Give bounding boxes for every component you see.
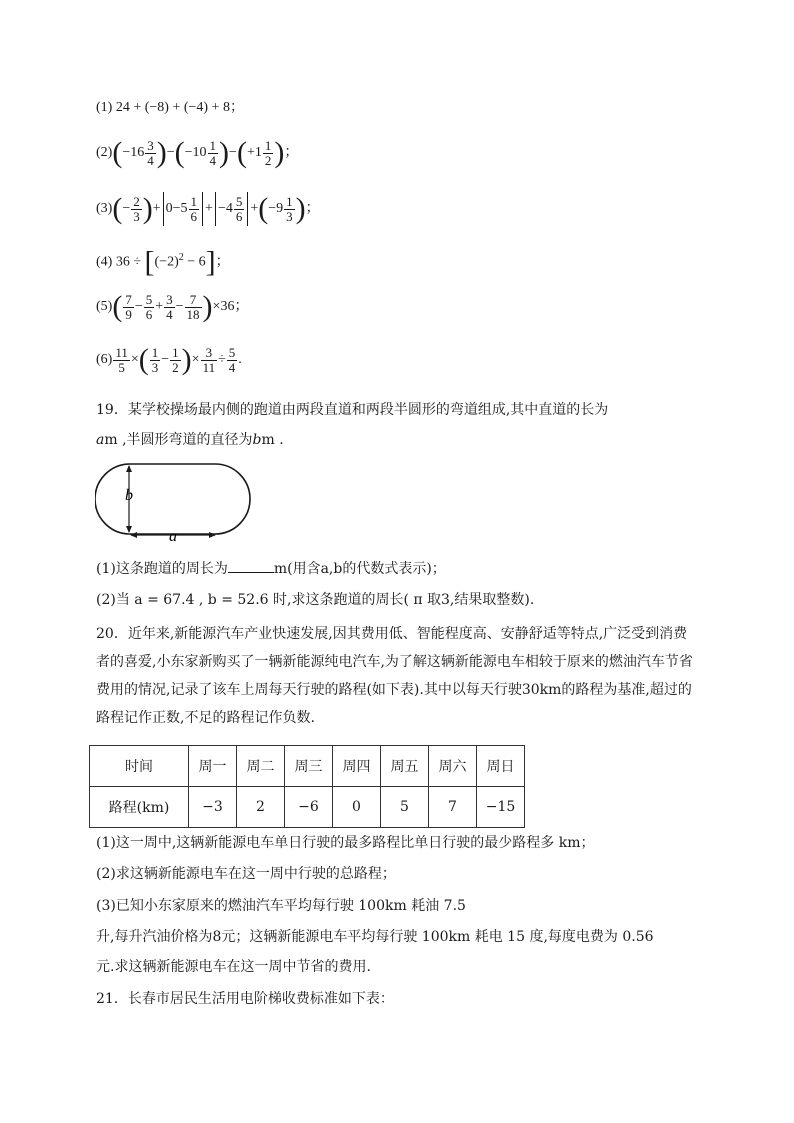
problem-19-question-2: (2)当 a = 67.4 , b = 52.6 时,求这条跑道的周长( π 取3,结果取整数).: [96, 592, 535, 608]
problem-20-question-3-line-3: 元.求这辆新能源电车在这一周中节省的费用.: [96, 959, 371, 975]
table-header-row: [90, 746, 525, 787]
part-label: (4): [96, 254, 113, 270]
end-mark: ；: [284, 145, 299, 161]
problem-20-question-1: (1)这一周中,这辆新能源电车单日行驶的最多路程比单日行驶的最少路程多 km；: [96, 835, 595, 851]
expression: 24 + (−8) + (−4) + 8: [115, 100, 230, 115]
text: m .: [261, 432, 284, 448]
table-cell: 5: [381, 787, 429, 828]
arrow-head-left: [130, 532, 137, 538]
part-label: (6): [96, 352, 113, 368]
label-a: a: [169, 528, 177, 542]
table-header: 周二: [237, 746, 285, 787]
end-mark: .: [238, 352, 242, 368]
part-label: (3): [96, 201, 113, 217]
problem-19-text-line-1: 19．某学校操场最内侧的跑道由两段直道和两段半圆形的弯道组成,其中直道的长为: [96, 402, 609, 418]
table-cell: −15: [477, 787, 525, 828]
track-diagram: [95, 460, 255, 542]
var-b: b: [252, 432, 262, 448]
table-header: 周六: [429, 746, 477, 787]
table-header: 周日: [477, 746, 525, 787]
problem-21-text: 21．长春市居民生活用电阶梯收费标准如下表：: [96, 991, 394, 1007]
arrow-head-down: [126, 526, 132, 533]
mileage-table: [89, 745, 525, 828]
arrow-head-up: [126, 465, 132, 472]
problem-19-question-1: [96, 558, 446, 579]
problem-20-text: 20．近年来,新能源汽车产业快速发展,因其费用低、智能程度高、安静舒适等特点,广泛受到消费者的喜爱,小东家新购买了一辆新能源纯电汽车,为了解这辆新能源电车相较于原来的燃油汽车节省费用的情况,记录了该车上周每天行驶的路程(如下表).其中以每天行驶30km的路程为基准,超过的路程记作正数,不足的路程记作负数.: [96, 626, 693, 726]
answer-blank[interactable]: [228, 558, 274, 573]
text: (1)这条跑道的周长为: [96, 561, 228, 577]
problem-18-part-2: (2)(−16 $\frac{3}{4}$ )−(−10 $\frac{1}{4}$ )−(+1 $\frac{1}{2}$ )；: [96, 136, 299, 169]
end-mark: ；: [229, 100, 244, 115]
end-mark: ；: [215, 254, 230, 270]
table-cell: −3: [189, 787, 237, 828]
problem-20-question-3-line-2: 升,每升汽油价格为8元；这辆新能源电车平均每行驶 100km 耗电 15 度,每度电费为 0.56: [96, 929, 654, 945]
part-label: (5): [96, 299, 113, 315]
table-header: 周四: [333, 746, 381, 787]
arrow-head-right: [209, 532, 216, 538]
label-b: b: [125, 487, 133, 504]
part-label: (2): [96, 145, 113, 161]
problem-18-part-6: (6) $\frac{11}{5}$ ×( $\frac{1}{3}$ − $\frac{1}{2}$ )× $\frac{3}{11}$ ÷ $\frac{5}{4}$ .: [96, 343, 242, 376]
track-outline: [95, 464, 250, 534]
problem-18-part-3: (3)(− $\frac{2}{3}$ )+ 0−5 $\frac{1}{6}$ + −4 $\frac{5}{6}$ +(−9 $\frac{1}{3}$ )；: [96, 192, 320, 225]
problem-18-part-4: (4) $36 \div [(-2)^2 - 6]$；: [96, 245, 230, 279]
part-label: (1): [96, 100, 113, 115]
table-row-label: 路程(km): [90, 787, 189, 828]
table-cell: −6: [285, 787, 333, 828]
table-header: 周五: [381, 746, 429, 787]
problem-18-part-1: [96, 98, 244, 118]
table-cell: 2: [237, 787, 285, 828]
table-cell: 0: [333, 787, 381, 828]
problem-18-part-5: (5)( $\frac{7}{9}$ − $\frac{5}{6}$ + $\frac{3}{4}$ − $\frac{7}{18}$ )×36；: [96, 290, 249, 323]
end-mark: ；: [305, 201, 320, 217]
problem-20-question-2: (2)求这辆新能源电车在这一周中行驶的总路程；: [96, 866, 396, 882]
table-header: 周三: [285, 746, 333, 787]
table-header: 时间: [90, 746, 189, 787]
problem-19-text-line-2: [96, 430, 284, 450]
text: m(用含a,b的代数式表示)；: [273, 561, 446, 577]
end-mark: ；: [234, 299, 249, 315]
table-row: [90, 787, 525, 828]
var-a: a: [96, 432, 105, 448]
text: m ,半圆形弯道的直径为: [104, 432, 253, 448]
table-cell: 7: [429, 787, 477, 828]
table-header: 周一: [189, 746, 237, 787]
problem-20-question-3-line-1: (3)已知小东家原来的燃油汽车平均每行驶 100km 耗油 7.5: [96, 898, 466, 914]
